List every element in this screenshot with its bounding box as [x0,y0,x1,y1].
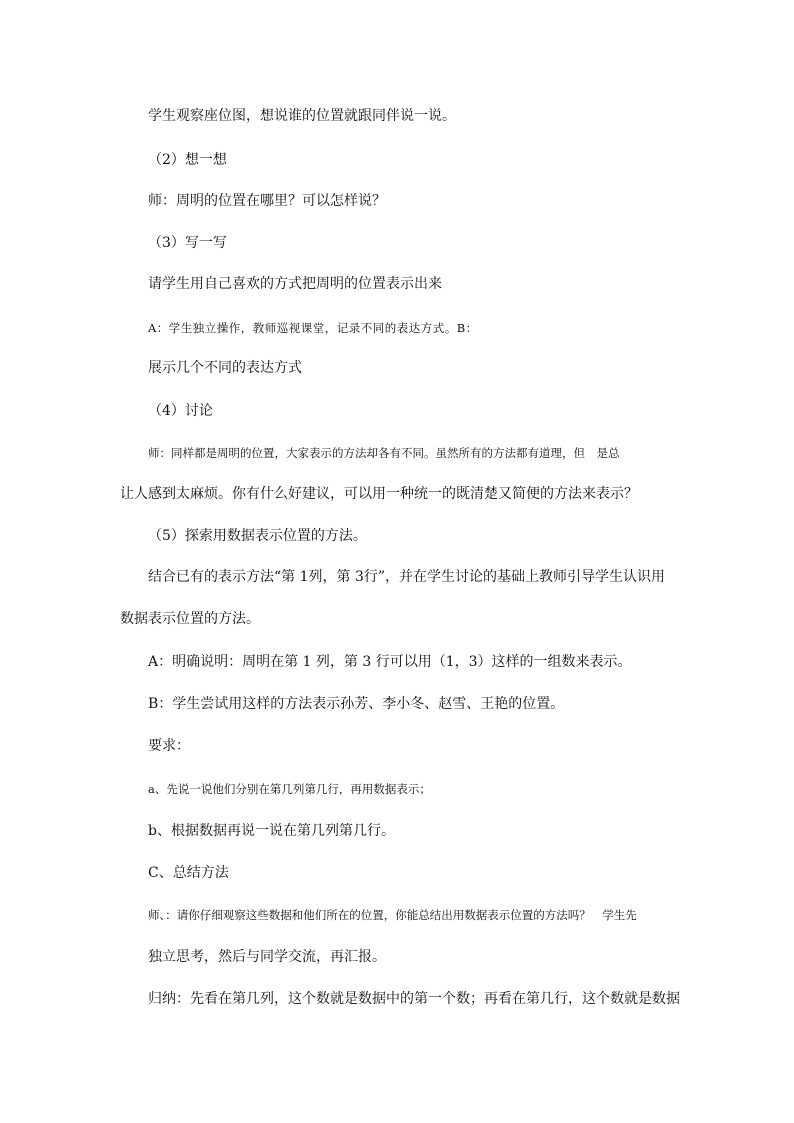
section-heading: （2）想一想 [148,152,227,168]
paragraph-line: 结合已有的表示方法“第 1列，第 3行”，并在学生讨论的基础上教师引导学生认识用 [148,569,666,585]
section-heading: （4）讨论 [148,403,213,419]
paragraph-line: 师：同样都是周明的位置，大家表示的方法却各有不同。虽然所有的方法都有道理，但 是总 [148,446,620,460]
list-item: a、先说一说他们分别在第几列第几行，再用数据表示； [148,782,431,796]
section-heading: （3）写一写 [148,235,227,251]
section-heading: C、总结方法 [148,865,229,881]
paragraph-line: 展示几个不同的表达方式 [148,360,302,376]
paragraph-line: A：明确说明：周明在第 1 列，第 3 行可以用（1，3）这样的一组数来表示。 [148,654,632,670]
paragraph-line: 要求： [148,738,190,754]
paragraph-line: B：学生尝试用这样的方法表示孙芳、李小冬、赵雪、王艳的位置。 [148,696,565,712]
paragraph-line: 让人感到太麻烦。你有什么好建议，可以用一种统一的既清楚又简便的方法来表示？ [120,486,638,502]
paragraph-line: 师、：请你仔细观察这些数据和他们所在的位置，你能总结出用数据表示位置的方法吗？ 学生先 [148,908,637,922]
paragraph-line: 独立思考，然后与同学交流，再汇报。 [148,949,386,965]
paragraph-line: 数据表示位置的方法。 [120,611,260,627]
paragraph-line: 师：周明的位置在哪里？可以怎样说？ [148,193,386,209]
paragraph-line: 归纳：先看在第几列，这个数就是数据中的第一个数；再看在第几行，这个数就是数据 [148,991,680,1007]
paragraph-line: A：学生独立操作，教师巡视课堂，记录不同的表达方式。B： [148,321,478,335]
section-heading: （5）探索用数据表示位置的方法。 [148,528,367,544]
paragraph-line: 请学生用自己喜欢的方式把周明的位置表示出来 [148,276,442,292]
list-item: b、根据数据再说一说在第几列第几行。 [148,823,395,839]
paragraph-line: 学生观察座位图，想说谁的位置就跟同伴说一说。 [148,108,456,124]
